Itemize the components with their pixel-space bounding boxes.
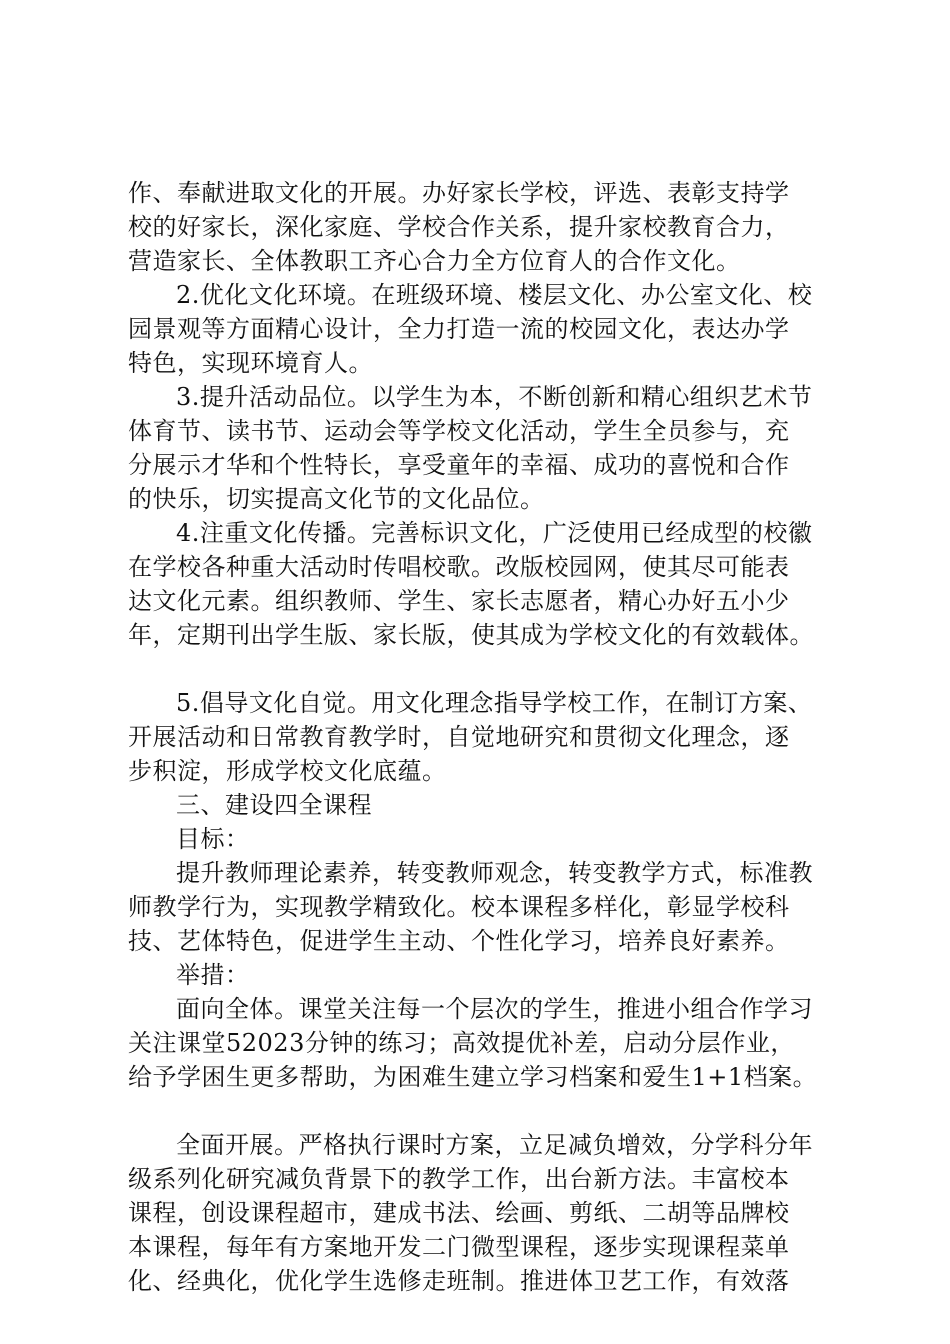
text-line: 园景观等方面精心设计，全力打造一流的校园文化，表达办学: [128, 315, 790, 343]
text-line: 3.提升活动品位。以学生为本，不断创新和精心组织艺术节: [176, 383, 813, 411]
text-line: 提升教师理论素养，转变教师观念，转变教学方式，标准教: [176, 859, 813, 887]
text-line: 作、奉献进取文化的开展。办好家长学校，评选、表彰支持学: [128, 179, 790, 207]
text-line: 步积淀，形成学校文化底蕴。: [128, 757, 447, 785]
text-line: 体育节、读书节、运动会等学校文化活动，学生全员参与，充: [128, 417, 790, 445]
text-line: 全面开展。严格执行课时方案，立足减负增效，分学科分年: [176, 1131, 813, 1159]
text-line: 的快乐，切实提高文化节的文化品位。: [128, 485, 545, 513]
text-line: 达文化元素。组织教师、学生、家长志愿者，精心办好五小少: [128, 587, 790, 615]
text-line: 营造家长、全体教职工齐心合力全方位育人的合作文化。: [128, 247, 741, 275]
text-line: 2.优化文化环境。在班级环境、楼层文化、办公室文化、校: [176, 281, 813, 309]
text-line: 特色，实现环境育人。: [128, 349, 373, 377]
section-heading: 三、建设四全课程: [176, 791, 372, 819]
text-line: 面向全体。课堂关注每一个层次的学生，推进小组合作学习: [176, 995, 813, 1023]
text-line: 关注课堂52023分钟的练习；高效提优补差，启动分层作业，: [128, 1029, 795, 1057]
text-line: 师教学行为，实现教学精致化。校本课程多样化，彰显学校科: [128, 893, 790, 921]
text-line: 给予学困生更多帮助，为困难生建立学习档案和爱生1+1档案。: [128, 1063, 818, 1091]
text-line: 本课程，每年有方案地开发二门微型课程，逐步实现课程菜单: [128, 1233, 790, 1261]
text-line: 5.倡导文化自觉。用文化理念指导学校工作，在制订方案、: [176, 689, 813, 717]
text-line: 技、艺体特色，促进学生主动、个性化学习，培养良好素养。: [128, 927, 790, 955]
text-line: 课程，创设课程超市，建成书法、绘画、剪纸、二胡等品牌校: [128, 1199, 790, 1227]
subheading-measures: 举措：: [176, 961, 250, 989]
text-line: 分展示才华和个性特长，享受童年的幸福、成功的喜悦和合作: [128, 451, 790, 479]
text-line: 在学校各种重大活动时传唱校歌。改版校园网，使其尽可能表: [128, 553, 790, 581]
subheading-goal: 目标：: [176, 825, 250, 853]
text-line: 化、经典化，优化学生选修走班制。推进体卫艺工作，有效落: [128, 1267, 790, 1295]
text-line: 开展活动和日常教育教学时，自觉地研究和贯彻文化理念，逐: [128, 723, 790, 751]
text-line: 4.注重文化传播。完善标识文化，广泛使用已经成型的校徽: [176, 519, 813, 547]
text-line: 校的好家长，深化家庭、学校合作关系，提升家校教育合力，: [128, 213, 790, 241]
text-line: 级系列化研究减负背景下的教学工作，出台新方法。丰富校本: [128, 1165, 790, 1193]
text-line: 年，定期刊出学生版、家长版，使其成为学校文化的有效载体。: [128, 621, 814, 649]
